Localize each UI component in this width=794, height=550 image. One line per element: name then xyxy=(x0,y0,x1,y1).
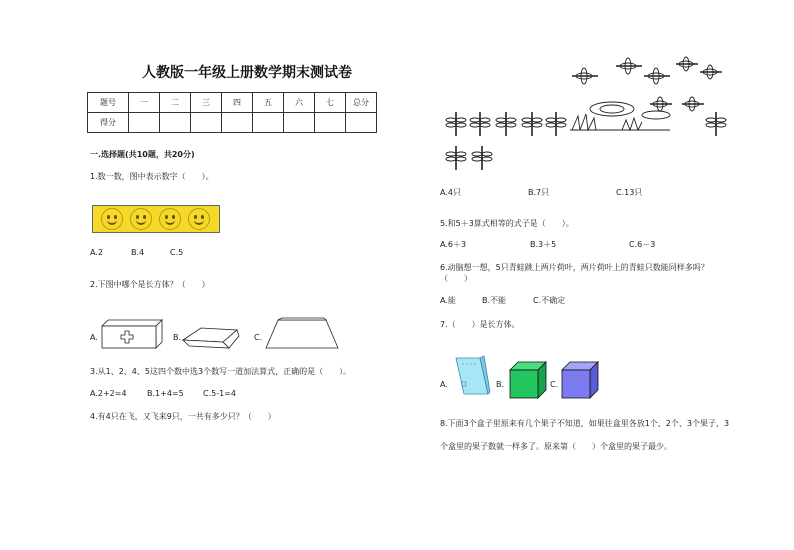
table-cell: 五 xyxy=(253,93,284,113)
option-b[interactable]: B.4 xyxy=(131,248,145,257)
score-cell[interactable] xyxy=(129,113,160,133)
option-b-label[interactable]: B. xyxy=(496,380,505,389)
score-cell[interactable] xyxy=(222,113,253,133)
option-c-label[interactable]: C. xyxy=(550,380,559,389)
score-cell[interactable] xyxy=(160,113,191,133)
option-b-label[interactable]: B. xyxy=(173,333,182,342)
option-a[interactable]: A.4只 xyxy=(440,188,461,197)
option-c-label[interactable]: C. xyxy=(254,333,263,342)
score-table xyxy=(87,92,377,133)
score-cell[interactable] xyxy=(253,113,284,133)
question-5-text: 5.和5＋3算式相等的式子是（ ）。 xyxy=(440,219,574,228)
option-a-label[interactable]: A. xyxy=(440,380,448,389)
score-table-score-row xyxy=(88,113,377,133)
table-cell: 题号 xyxy=(88,93,129,113)
option-c[interactable]: C.13只 xyxy=(616,188,643,197)
option-a[interactable]: A.2 xyxy=(90,248,103,257)
purple-cube-icon xyxy=(558,360,600,400)
smiley-face-icon xyxy=(130,208,152,230)
option-b[interactable]: B.不能 xyxy=(482,296,507,305)
score-cell[interactable] xyxy=(346,113,377,133)
question-6-text: 6.动脑想一想，5只青蛙跳上两片荷叶，两片荷叶上的青蛙只数能同样多吗？ xyxy=(440,263,709,272)
first-aid-box-icon xyxy=(98,318,168,350)
table-cell: 七 xyxy=(315,93,346,113)
page-title: 人教版一年级上册数学期末测试卷 xyxy=(142,65,352,81)
option-a[interactable]: A.能 xyxy=(440,296,456,305)
option-b[interactable]: B.7只 xyxy=(528,188,550,197)
smiley-face-icon xyxy=(159,208,181,230)
thin-prism-shape-icon xyxy=(450,354,492,398)
question-7-text: 7.（ ）是长方体。 xyxy=(440,320,520,329)
table-cell: 四 xyxy=(222,93,253,113)
green-cube-icon xyxy=(506,360,548,400)
dragonflies-illustration xyxy=(440,52,740,172)
trapezoid-prism-icon xyxy=(262,316,342,352)
option-a[interactable]: A.2+2=4 xyxy=(90,389,127,398)
question-4-text: 4.有4只在飞，又飞来9只，一共有多少只？（ ） xyxy=(90,412,276,421)
smiley-faces-box xyxy=(92,205,220,233)
smiley-face-icon xyxy=(101,208,123,230)
smiley-face-icon xyxy=(188,208,210,230)
table-cell: 六 xyxy=(284,93,315,113)
score-cell[interactable] xyxy=(284,113,315,133)
score-cell[interactable] xyxy=(315,113,346,133)
question-2-text: 2.下图中哪个是长方体？（ ） xyxy=(90,280,210,289)
option-c[interactable]: C.5 xyxy=(170,248,184,257)
option-c[interactable]: C.不确定 xyxy=(533,296,566,305)
question-8-text-cont: 个盒里的果子数就一样多了。原来第（ ）个盒里的果子最少。 xyxy=(440,442,672,451)
table-cell: 总分 xyxy=(346,93,377,113)
table-cell: 得分 xyxy=(88,113,129,133)
table-cell: 三 xyxy=(191,93,222,113)
question-3-text: 3.从1、2、4、5这四个数中选3个数写一道加法算式，正确的是（ ）。 xyxy=(90,367,352,376)
option-b[interactable]: B.1+4=5 xyxy=(147,389,184,398)
option-a-label[interactable]: A. xyxy=(90,333,98,342)
score-table-header-row xyxy=(88,93,377,113)
section-heading: 一.选择题(共10题，共20分) xyxy=(90,150,195,159)
table-cell: 二 xyxy=(160,93,191,113)
question-8-text: 8.下面3个盒子里原来有几个果子不知道，如果往盒里各放1个、2个、3个果子，3 xyxy=(440,419,730,428)
question-1-text: 1.数一数，图中表示数字（ ）。 xyxy=(90,172,214,181)
score-cell[interactable] xyxy=(191,113,222,133)
option-c[interactable]: C.5-1=4 xyxy=(203,389,236,398)
question-6-text-cont: （ ） xyxy=(440,274,472,283)
table-cell: 一 xyxy=(129,93,160,113)
option-c[interactable]: C.6－3 xyxy=(629,240,656,249)
wedge-shape-icon xyxy=(181,326,243,350)
option-b[interactable]: B.3＋5 xyxy=(530,240,557,249)
option-a[interactable]: A.6＋3 xyxy=(440,240,467,249)
